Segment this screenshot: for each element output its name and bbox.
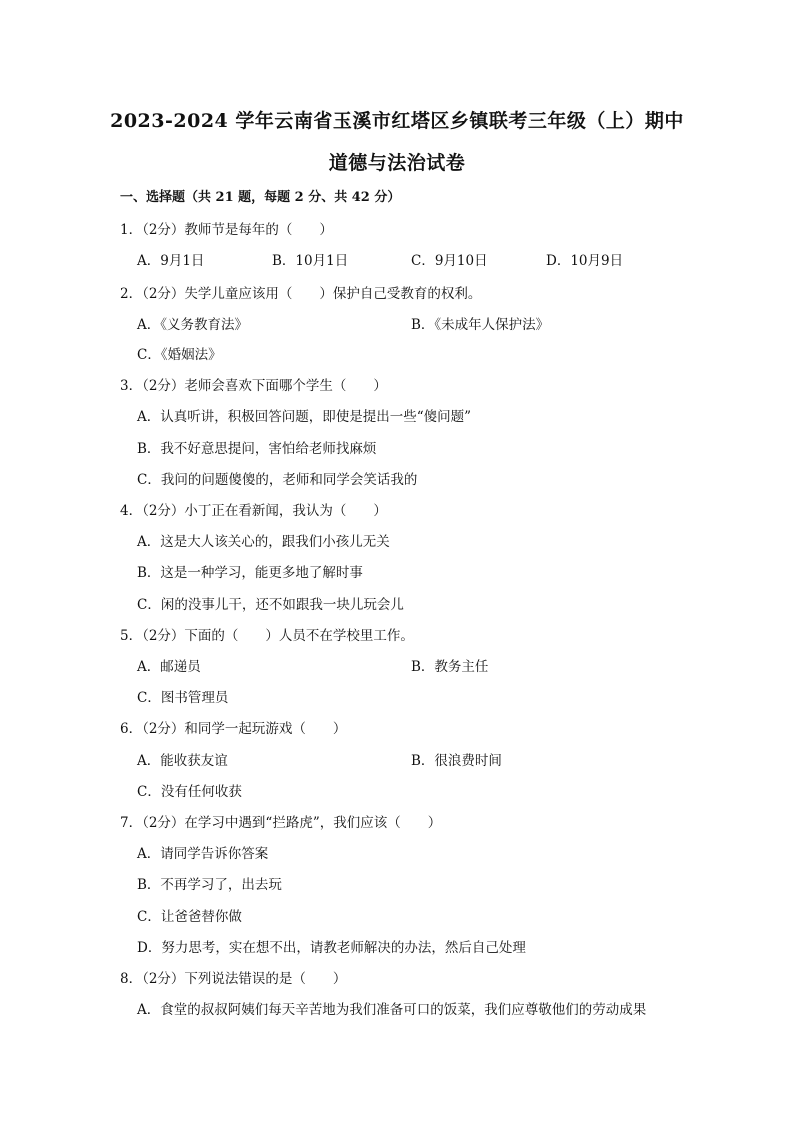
question-4-option-c: C．闲的没事儿干，还不如跟我一块儿玩会儿 [137, 597, 404, 613]
question-3-option-c: C．我问的问题傻傻的，老师和同学会笑话我的 [137, 472, 418, 488]
question-4-stem: 4．（2分）小丁正在看新闻，我认为（ ） [120, 503, 387, 519]
question-7-option-d: D．努力思考，实在想不出，请教老师解决的办法，然后自己处理 [137, 940, 526, 956]
question-6-option-b: B．很浪费时间 [411, 753, 502, 769]
question-2-option-a: A．《义务教育法》 [137, 317, 248, 333]
question-8-option-a: A．食堂的叔叔阿姨们每天辛苦地为我们准备可口的饭菜，我们应尊敬他们的劳动成果 [137, 1002, 647, 1018]
question-3-stem: 3．（2分）老师会喜欢下面哪个学生（ ） [120, 378, 387, 394]
question-5-option-c: C．图书管理员 [137, 690, 229, 706]
question-2-stem: 2．（2分）失学儿童应该用（ ）保护自己受教育的权利。 [120, 286, 482, 302]
question-2-option-c: C．《婚姻法》 [137, 347, 222, 363]
question-7-option-a: A．请同学告诉你答案 [137, 846, 269, 862]
question-5-option-b: B．教务主任 [411, 659, 489, 675]
question-7-option-c: C．让爸爸替你做 [137, 909, 242, 925]
question-5-option-a: A．邮递员 [137, 659, 201, 675]
question-7-option-b: B．不再学习了，出去玩 [137, 877, 282, 893]
question-1-stem: 1．（2分）教师节是每年的（ ） [120, 222, 333, 238]
question-2-option-b: B．《未成年人保护法》 [411, 317, 550, 333]
question-4-option-b: B．这是一种学习，能更多地了解时事 [137, 565, 363, 581]
question-8-stem: 8．（2分）下列说法错误的是（ ） [120, 971, 347, 987]
question-6-option-c: C．没有任何收获 [137, 784, 242, 800]
exam-title-line2: 道德与法治试卷 [328, 152, 466, 174]
question-1-option-b: B．10月1日 [272, 253, 349, 269]
section-heading: 一、选择题（共 21 题，每题 2 分、共 42 分） [120, 190, 401, 205]
question-3-option-b: B．我不好意思提问，害怕给老师找麻烦 [137, 441, 377, 457]
question-1-option-d: D．10月9日 [546, 253, 624, 269]
question-7-stem: 7．（2分）在学习中遇到“拦路虎”，我们应该（ ） [120, 815, 442, 831]
question-5-stem: 5．（2分）下面的（ ）人员不在学校里工作。 [120, 628, 414, 644]
question-6-stem: 6．（2分）和同学一起玩游戏（ ） [120, 721, 347, 737]
question-3-option-a: A．认真听讲，积极回答问题，即使是提出一些“傻问题” [137, 409, 472, 425]
question-1-option-c: C．9月10日 [411, 253, 488, 269]
question-4-option-a: A．这是大人该关心的，跟我们小孩儿无关 [137, 534, 390, 550]
exam-title-line1: 2023-2024 学年云南省玉溪市红塔区乡镇联考三年级（上）期中 [110, 110, 684, 132]
question-1-option-a: A．9月1日 [137, 253, 205, 269]
question-6-option-a: A．能收获友谊 [137, 753, 228, 769]
